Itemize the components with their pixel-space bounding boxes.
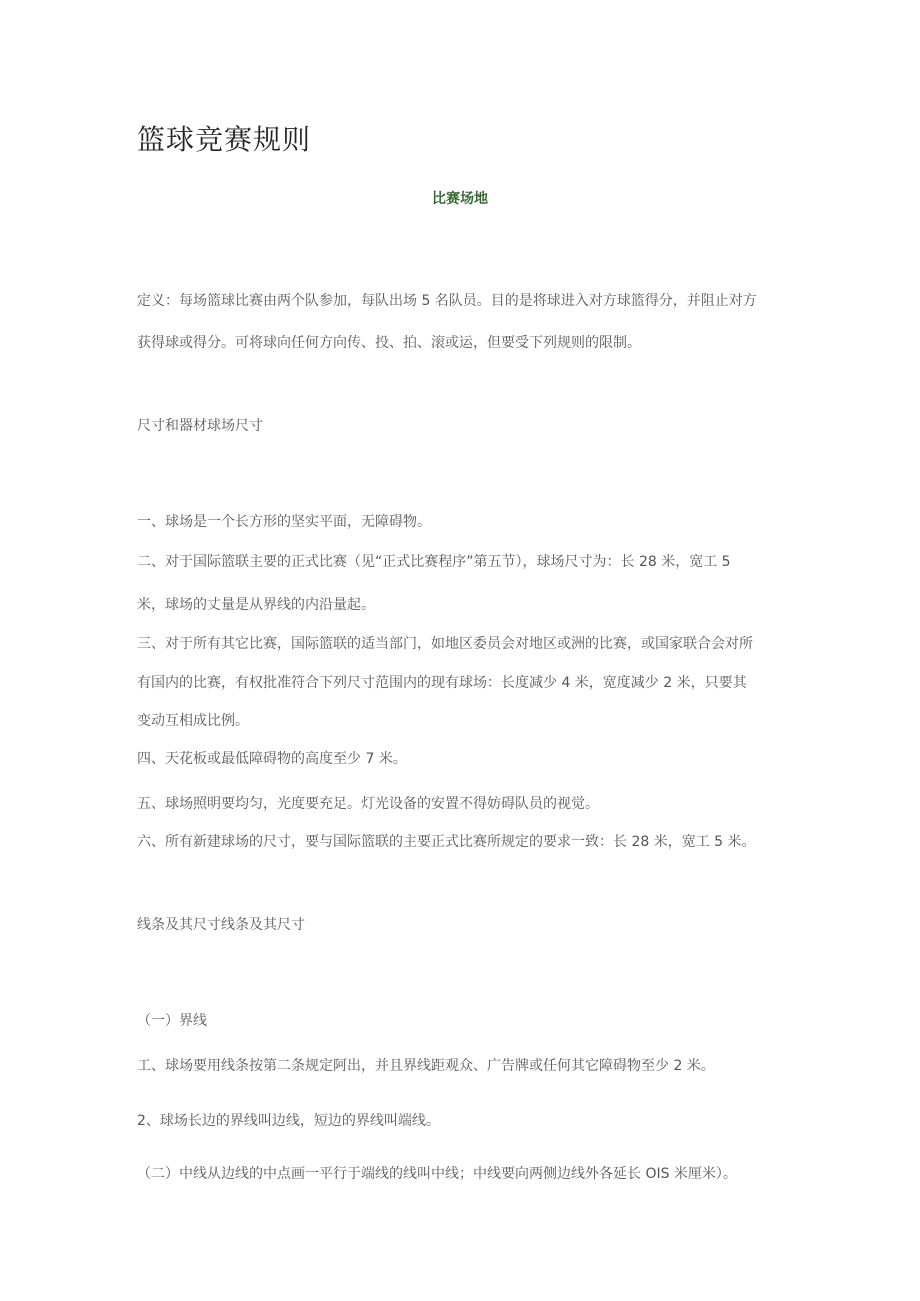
rule-item-5: 五、球场照明要均匀，光度要充足。灯光设备的安置不得妨碍队员的视觉。 (137, 796, 599, 812)
rule-item-3-line-3: 变动互相成比例。 (137, 713, 249, 729)
rule-item-3-line-1: 三、对于所有其它比赛，国际篮联的适当部门，如地区委员会对地区或洲的比赛，或国家联合会对所 (137, 636, 753, 652)
line-rule-2: 2、球场长边的界线叫边线，短边的界线叫端线。 (137, 1113, 440, 1129)
section-subtitle: 比赛场地 (432, 191, 488, 207)
rule-item-2-line-2: 米，球场的丈量是从界线的内沿量起。 (137, 597, 375, 613)
line-rule-1: 工、球场要用线条按第二条规定阿出，并且界线距观众、广告牌或任何其它障碍物至少 2 米。 (137, 1058, 715, 1074)
rule-item-2-line-1: 二、对于国际篮联主要的正式比赛（见“正式比赛程序”第五节），球场尺寸为：长 28 米，宽工 5 (137, 554, 731, 570)
section-heading-lines: 线条及其尺寸线条及其尺寸 (137, 917, 305, 933)
section-heading-dimensions: 尺寸和器材球场尺寸 (137, 418, 263, 434)
definition-line-1: 定义：每场篮球比赛由两个队参加，每队出场 5 名队员。目的是将球进入对方球篮得分，并阻止对方 (137, 293, 757, 309)
rule-item-4: 四、天花板或最低障碍物的高度至少 7 米。 (137, 751, 407, 767)
rule-item-6: 六、所有新建球场的尺寸，要与国际篮联的主要正式比赛所规定的要求一致：长 28 米，宽工 5 米。 (137, 834, 756, 850)
rule-item-3-line-2: 有国内的比赛，有权批准符合下列尺寸范围内的现有球场：长度减少 4 米，宽度减少 2 米，只要其 (137, 675, 747, 691)
subsection-boundary-lines: （一）界线 (137, 1013, 207, 1029)
rule-item-1: 一、球场是一个长方形的坚实平面，无障碍物。 (137, 514, 431, 530)
page-title: 篮球竞赛规则 (137, 123, 312, 156)
definition-line-2: 获得球或得分。可将球向任何方向传、投、拍、滚或运，但要受下列规则的限制。 (137, 335, 641, 351)
subsection-center-line: （二）中线从边线的中点画一平行于端线的线叫中线；中线要向两侧边线外各延长 OIS 米厘米）。 (137, 1166, 737, 1182)
